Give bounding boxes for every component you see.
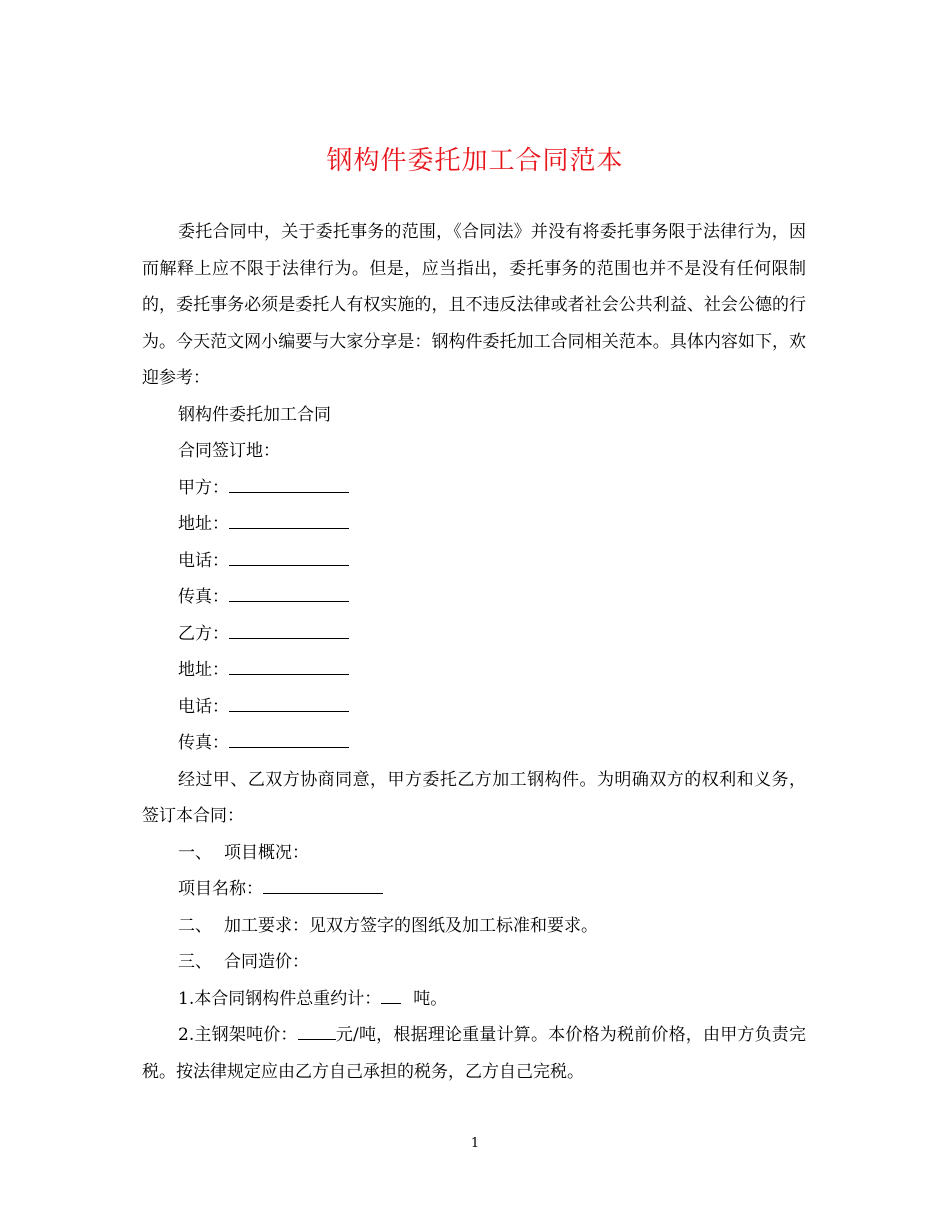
agreement-paragraph: 经过甲、乙双方协商同意，甲方委托乙方加工钢构件。为明确双方的权利和义务，签订本合同：	[142, 769, 806, 826]
section3-heading-line	[142, 944, 806, 981]
section2-text: 加工要求：见双方签字的图纸及加工标准和要求。	[224, 915, 598, 936]
party-b-phone-line	[142, 689, 806, 726]
party-a-address-label: 地址：	[178, 514, 229, 534]
intro-paragraph: 委托合同中，关于委托事务的范围，《合同法》并没有将委托事务限于法律行为，因而解释上应不限于法律行为。但是，应当指出，委托事务的范围也并不是没有任何限制的，委托事务必须是委托人有权实施的，且不违反法律或者社会公共利益、社会公德的行为。今天范文网小编要与大家分享是：钢构件委托加工合同相关范本。具体内容如下，欢迎参考：	[142, 222, 806, 388]
price-item1-suffix: 吨。	[413, 988, 448, 1009]
section3-heading: 合同造价：	[224, 952, 309, 972]
party-b-fax-blank	[229, 729, 349, 748]
party-b-name-blank	[229, 620, 349, 639]
section2-line	[142, 908, 806, 945]
party-a-fax-blank	[229, 583, 349, 602]
project-name-label: 项目名称：	[178, 879, 263, 899]
signing-place-line	[142, 433, 806, 470]
total-weight-blank	[381, 985, 401, 1004]
party-a-address-blank	[229, 510, 349, 529]
party-a-address-line	[142, 506, 806, 543]
project-name-line	[142, 871, 806, 908]
party-a-phone-label: 电话：	[178, 550, 229, 571]
party-a-fax-line	[142, 579, 806, 616]
party-b-fax-line	[142, 725, 806, 762]
section3-number: 三、	[178, 952, 212, 972]
party-a-phone-blank	[229, 547, 349, 566]
section1-heading: 项目概况：	[224, 842, 309, 863]
price-item2-prefix: 2.主钢架吨价：	[178, 1025, 298, 1045]
ton-price-blank	[298, 1021, 336, 1040]
party-b-address-line	[142, 652, 806, 689]
party-b-phone-blank	[229, 693, 349, 712]
price-item1-prefix: 1.本合同钢构件总重约计：	[178, 988, 382, 1009]
party-b-phone-label: 电话：	[178, 696, 229, 717]
section2-number: 二、	[178, 915, 212, 936]
project-name-blank	[263, 875, 383, 894]
price-item2-paragraph	[142, 1017, 806, 1090]
party-a-fax-label: 传真：	[178, 587, 229, 607]
page-number: 1	[470, 1136, 480, 1151]
section1-heading-line	[142, 835, 806, 872]
document-body	[142, 214, 806, 1090]
party-a-name-line	[142, 470, 806, 507]
price-item2-suffix: 元/吨，根据理论重量计算。本价格为税前价格，由甲方负责完税。按法律规定应由乙方自己承担的税务，乙方自己完税。	[142, 1025, 806, 1082]
price-item1-line	[142, 981, 806, 1018]
signing-place-label: 合同签订地：	[178, 441, 280, 461]
party-a-phone-line	[142, 543, 806, 580]
contract-name: 钢构件委托加工合同	[178, 404, 331, 425]
party-a-name-blank	[229, 474, 349, 493]
party-b-fax-label: 传真：	[178, 733, 229, 753]
party-b-address-label: 地址：	[178, 660, 229, 680]
party-b-address-blank	[229, 656, 349, 675]
document-title: 钢构件委托加工合同范本	[326, 146, 624, 176]
party-b-name-label: 乙方：	[178, 623, 229, 644]
section1-number: 一、	[178, 842, 212, 863]
party-b-name-line	[142, 616, 806, 653]
party-a-name-label: 甲方：	[178, 477, 229, 498]
